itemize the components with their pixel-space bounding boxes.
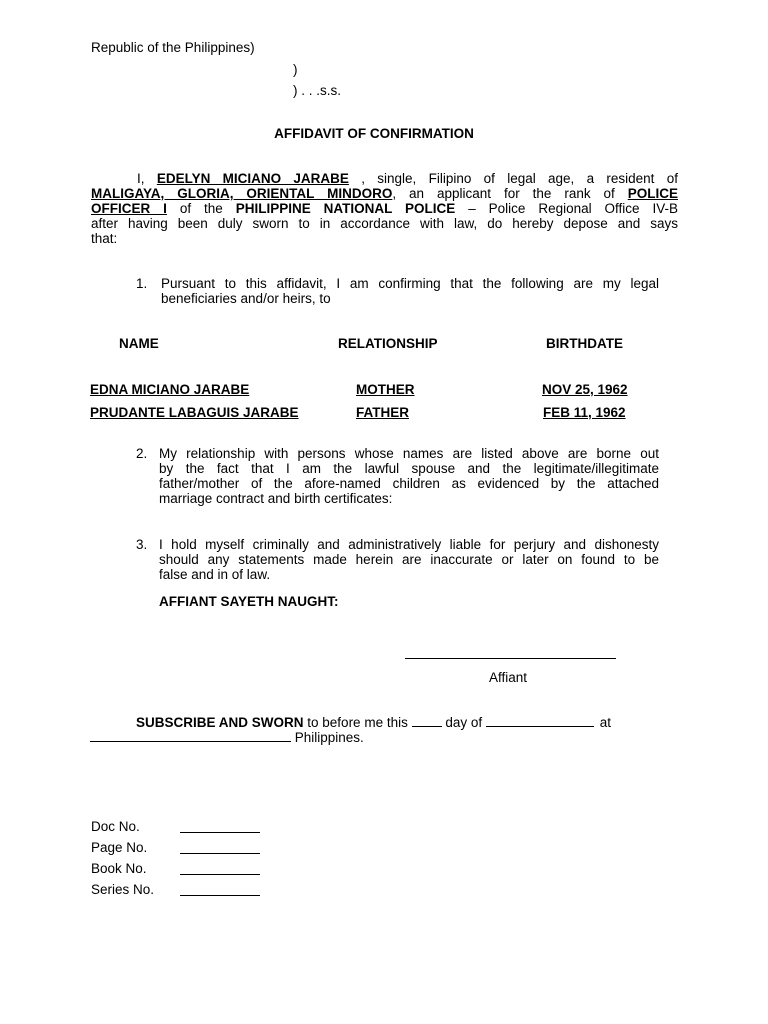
affiant-name: EDELYN MICIANO JARABE — [156, 171, 349, 186]
item-1-number: 1. — [136, 276, 148, 291]
page-no-label: Page No. — [91, 840, 148, 855]
series-no-blank — [180, 895, 260, 896]
affiant-label: Affiant — [489, 670, 528, 685]
signature-line — [405, 658, 616, 659]
document-title: AFFIDAVIT OF CONFIRMATION — [274, 126, 474, 141]
table-header-relationship: RELATIONSHIP — [338, 336, 438, 351]
republic-line: Republic of the Philippines) — [91, 40, 255, 55]
book-no-label: Book No. — [91, 861, 147, 876]
table-header-name: NAME — [119, 336, 159, 351]
item-2-text: My relationship with persons whose names are listed above are borne out by the fact that I am the lawful spouse and the legitimate/illegitimate father/mother of the afore-named children as evidenced by the attached marriage contract and birth certificates: — [159, 446, 659, 506]
intro-line-4: after having been duly sworn to in accordance with law, do hereby depose and says — [91, 216, 678, 231]
table-row-1-name: EDNA MICIANO JARABE — [90, 382, 250, 397]
ss-line: ) . . .s.s. — [293, 83, 342, 98]
series-no-label: Series No. — [91, 882, 155, 897]
rank-part-2: OFFICER I — [91, 201, 167, 216]
item-3-number: 3. — [136, 537, 148, 552]
intro-line-1: I, EDELYN MICIANO JARABE , single, Filipino of legal age, a resident of — [137, 171, 678, 186]
place-blank — [90, 729, 291, 742]
table-row-2-birthdate: FEB 11, 1962 — [543, 405, 626, 420]
subscribe-line-1: SUBSCRIBE AND SWORN to before me this day of at — [136, 715, 611, 730]
table-row-2-relationship: FATHER — [356, 405, 409, 420]
day-blank — [412, 714, 442, 727]
table-row-1-birthdate: NOV 25, 1962 — [542, 382, 628, 397]
doc-no-label: Doc No. — [91, 819, 140, 834]
table-header-birthdate: BIRTHDATE — [546, 336, 623, 351]
month-blank — [486, 714, 594, 727]
table-row-1-relationship: MOTHER — [356, 382, 415, 397]
subscribe-line-2: Philippines. — [90, 729, 364, 745]
ss-paren: ) — [293, 62, 298, 77]
intro-paragraph — [91, 171, 678, 246]
doc-no-blank — [180, 832, 260, 833]
rank-part-1: POLICE — [627, 186, 678, 201]
affiant-address: MALIGAYA, GLORIA, ORIENTAL MINDORO — [91, 186, 393, 201]
affiant-sayeth-naught: AFFIANT SAYETH NAUGHT: — [159, 594, 339, 609]
item-2-number: 2. — [136, 446, 148, 461]
intro-line-3: OFFICER I of the PHILIPPINE NATIONAL POLICE – Police Regional Office IV-B — [91, 201, 678, 216]
table-row-2-name: PRUDANTE LABAGUIS JARABE — [90, 405, 299, 420]
item-3-text: I hold myself criminally and administratively liable for perjury and dishonesty should any statements made herein are inaccurate or later on found to be false and in of law. — [159, 537, 659, 582]
item-1-text: Pursuant to this affidavit, I am confirming that the following are my legal beneficiaries and/or heirs, to — [161, 276, 659, 306]
intro-line-5: that: — [91, 231, 118, 246]
page-no-blank — [180, 853, 260, 854]
subscribe-sworn-heading: SUBSCRIBE AND SWORN — [136, 715, 304, 730]
agency-name: PHILIPPINE NATIONAL POLICE — [235, 201, 456, 216]
intro-line-2: MALIGAYA, GLORIA, ORIENTAL MINDORO, an applicant for the rank of POLICE — [91, 186, 678, 201]
book-no-blank — [180, 874, 260, 875]
